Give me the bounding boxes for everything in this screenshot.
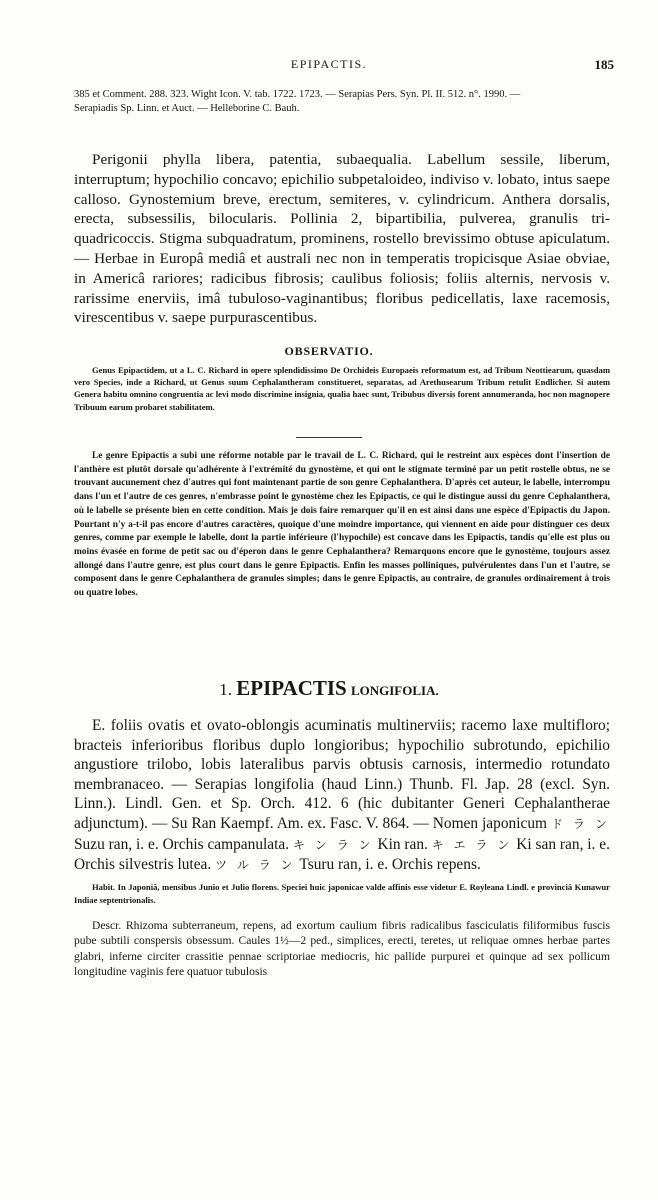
observatio-french-text: Le genre Epipactis a subi une réforme notable par le travail de L. C. Richard, qui le restreint aux espèces dont l'insertion de l'anthère est plutôt dorsale qu'adhérente à l'extrémité du gynostème, et qui ont le stigmate terminé par un petit rostelle obtus, ne se trouvant aucunement chez d'autres qui font maintenant partie de son genre Cephalanthera. D'après cet auteur, le labelle, interrompu dans l'un et l'autre de ces genres, n'embrasse point le gynostème chez les Epipactis, ce qui le distingue aussi du genre Cephalanthera, où le labelle se présente bien en cette condition. Mais je dois faire remarquer qu'il en est ainsi dans une espèce d'Epipactis du Japon. Pourtant n'y a-t-il pas encore d'autres caractères, quoique d'une moindre importance, qui viennent en aide pour distinguer ces deux genres, comme par exemple le labelle, dont la partie inférieure (l'hypochile) est concave dans les Epipactis, tandis qu'elle est plus ou moins évasée en forme de petit sac ou d'éperon dans le genre Cephalanthera? Remarquons encore que le gynostème, toujours assez allongé dans l'autre genre, est plus court dans le genre Epipactis. Enfin les masses polliniques, pulvérulentes dans l'un et l'autre, se composent dans le genre Cephalanthera de granules simples; dans le genre Epipactis, au contraire, de granules ordinairement à trois ou quatre lobes. [74,451,610,599]
synonym-thunberg: Serapias longifolia (haud Linn.) Thunb. Fl. Jap. 28 (excl. Syn. Linn.). Lindl. Gen. et Sp. Orch. 412. 6 (hic dubitanter Generi Cephalantherae adjunctum). — [74,775,610,832]
species-heading [0,676,658,701]
japanese-name-3: キ エ ラ ン [431,837,513,852]
species-genus: EPIPACTIS [236,676,347,700]
habitat-note: Habit. In Japoniâ, mensibus Junio et Julio florens. Speciei huic japonicae valde affinis esse videtur E. Royleana Lindl. e provinciâ Kunawur Indiae septentrionalis. [74,882,610,905]
romanized-name-3: Ki san ran, i. e. Orchis silvestris lutea. [74,835,610,874]
romanized-name-2: Kin ran. [377,835,432,853]
running-head: EPIPACTIS. [290,57,368,71]
species-number: 1. [219,680,232,699]
synonym-kaempfer: Su Ran Kaempf. Am. ex. Fasc. V. 864. — Nomen japonicum [171,814,551,832]
species-diagnosis [74,716,610,876]
section-divider [296,437,362,438]
diagnosis-text: E. foliis ovatis et ovato-oblongis acuminatis multinerviis; racemo laxe multifloro; bracteis inferioribus floribus duplo longioribus; hypochilio subrotundo, epichilio angustiore trilobo, lobis lateralibus parvis obtusis carnosis, intermedio rotundato membranaceo. — [74,717,610,793]
romanized-name-1: Suzu ran, i. e. Orchis campanulata. [74,835,293,853]
species-epithet: LONGIFOLIA. [350,683,439,698]
japanese-name-1: ド ラ ン [550,816,610,831]
reference-line-1: 385 et Comment. 288. 323. Wight Icon. V. tab. 1722. 1723. — Serapias Pers. Syn. Pl. II. 512. n°. 1990. — [74,89,521,100]
reference-line-2: Serapiadis Sp. Linn. et Auct. — Helleborine C. Bauh. [74,103,300,114]
observatio-latin-text: Genus Epipactidem, ut a L. C. Richard in opere splendidissimo De Orchideis Europaeis reformatum est, ad Tribum Neottiearum, quasdam vero Species, inde a Richard, ut Genus suum Cephalantheram constitueret, separatas, ad Arethusearum Tribum retulit Endlicher. Si autem Genera habitu omnino congruentia ac levi modo discrimine insignia, qualia haec sunt, Tribubus diversis forent annumeranda, hoc non magnopere Tribuum earum probaret stabilitatem. [74,365,610,412]
reference-lines [74,88,610,116]
genus-description: Perigonii phylla libera, patentia, subaequalia. Labellum sessile, liberum, interruptum; hypochilio concavo; epichilio subpetaloideo, indiviso v. lobato, intus saepe calloso. Gynostemium breve, erectum, semiteres, v. cylindricum. Anthera dorsalis, erecta, subsessilis, bilocularis. Pollinia 2, bipartibilia, pulverea, granulis tri-quadricoccis. Stigma subquadratum, prominens, rostello brevissimo obtuse apiculatum. — Herbae in Europâ mediâ et australi nec non in temperatis tropicisque Asiae obviae, in Americâ rariores; radicibus fibrosis; caulibus foliosis; foliis alternis, nervosis v. rarissime enerviis, imâ tubuloso-vaginantibus; floribus pedicellatis, laxe racemosis, virescentibus v. saepe purpurascentibus. [74,151,610,327]
page-number: 185 [594,57,614,72]
species-description: Descr. Rhizoma subterraneum, repens, ad exortum caulium fibris radicalibus fasciculatis filiformibus fuscis pube subtili conspersis obsessum. Caules 1½—2 ped., simplices, erecti, teretes, ut reliquae omnes herbae partes glabri, inferne circiter crassitie pennae scriptoriae mediocris, hic pallide purpurei et quinque ad sex pollicum longitudine vaginis fere quatuor tubulosis [74,919,610,979]
romanized-name-4: Tsuru ran, i. e. Orchis repens. [299,856,481,874]
japanese-name-2: キ ン ラ ン [292,837,374,852]
japanese-name-4: ツ ル ラ ン [215,858,296,873]
observatio-heading: OBSERVATIO. [284,344,374,358]
